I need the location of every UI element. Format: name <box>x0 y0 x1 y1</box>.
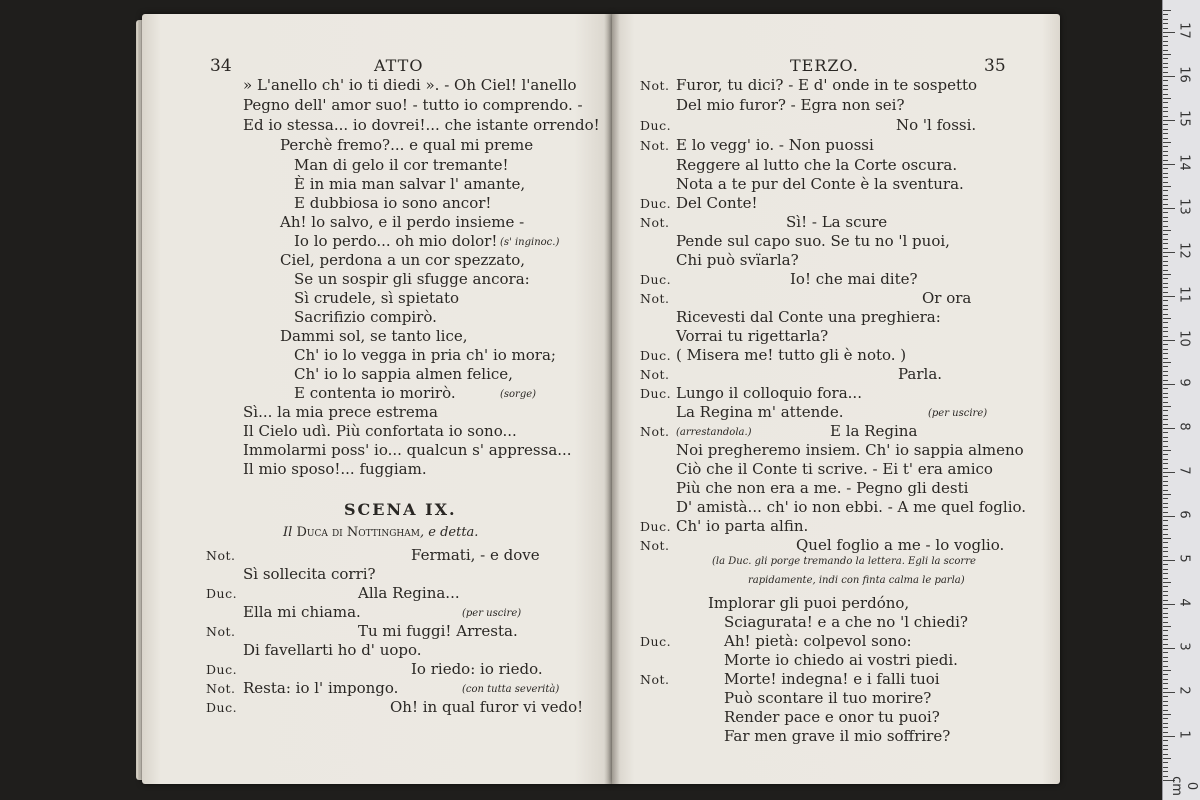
ruler-tick <box>1163 309 1168 310</box>
text-line: Perchè fremo?... e qual mi preme <box>280 136 534 154</box>
ruler-tick <box>1163 723 1168 724</box>
ruler-tick <box>1163 754 1168 755</box>
ruler-tick <box>1163 582 1171 583</box>
text-line: Può scontare il tuo morire? <box>724 689 932 707</box>
text-line: Io! che mai dite? <box>790 270 918 288</box>
ruler-tick <box>1163 14 1168 15</box>
ruler-tick <box>1163 692 1175 693</box>
speaker-label: Not. <box>206 624 236 639</box>
ruler-tick <box>1163 32 1175 33</box>
text-line: Immolarmi poss' io... qualcun s' appressa... <box>243 441 572 459</box>
text-line: Ed io stessa... io dovrei!... che istante orrendo! <box>243 116 600 134</box>
ruler-tick <box>1163 274 1171 275</box>
ruler-tick <box>1163 516 1175 517</box>
speaker-label: Not. <box>640 672 670 687</box>
ruler-tick <box>1163 353 1168 354</box>
speaker-label: Not. <box>640 215 670 230</box>
ruler-tick <box>1163 54 1171 55</box>
ruler-tick <box>1163 94 1168 95</box>
ruler-tick <box>1163 358 1168 359</box>
ruler-tick <box>1163 261 1168 262</box>
ruler-tick <box>1163 648 1175 649</box>
speaker-label: Not. <box>640 78 670 93</box>
ruler-tick <box>1163 441 1168 442</box>
stage-direction: (per uscire) <box>462 608 522 619</box>
text-line: E contenta io morirò. <box>294 384 456 402</box>
ruler-tick <box>1163 248 1168 249</box>
ruler-tick <box>1163 701 1168 702</box>
ruler-tick <box>1163 375 1168 376</box>
ruler-tick <box>1163 98 1171 99</box>
ruler-tick <box>1163 50 1168 51</box>
ruler-tick <box>1163 265 1168 266</box>
ruler-tick <box>1163 683 1168 684</box>
ruler-tick <box>1163 349 1168 350</box>
ruler-tick <box>1163 644 1168 645</box>
scene-subtitle <box>283 526 478 539</box>
text-line: Sciagurata! e a che no 'l chiedi? <box>724 613 968 631</box>
speaker-label: Not. <box>206 681 236 696</box>
ruler-tick <box>1163 256 1168 257</box>
ruler-label: 12 <box>1176 242 1192 259</box>
ruler-tick <box>1163 177 1168 178</box>
speaker-label: Not. <box>640 424 670 439</box>
ruler-tick <box>1163 437 1168 438</box>
ruler-tick <box>1163 287 1168 288</box>
ruler-tick <box>1163 45 1168 46</box>
text-line: Più che non era a me. - Pegno gli desti <box>676 479 969 497</box>
ruler-tick <box>1163 36 1168 37</box>
text-line: Nota a te pur del Conte è la sventura. <box>676 175 964 193</box>
speaker-label: Not. <box>640 138 670 153</box>
ruler-tick <box>1163 28 1168 29</box>
text-line: Ah! lo salvo, e il perdo insieme - <box>280 213 525 231</box>
ruler-tick <box>1163 749 1168 750</box>
stage-direction: (per uscire) <box>928 408 988 419</box>
text-line: Fermati, - e dove <box>411 546 540 564</box>
ruler-tick <box>1163 195 1168 196</box>
ruler-tick <box>1163 732 1168 733</box>
ruler-tick <box>1163 507 1168 508</box>
ruler-tick <box>1163 362 1171 363</box>
text-line: Sì sollecita corri? <box>243 565 376 583</box>
ruler-tick <box>1163 107 1168 108</box>
ruler-tick <box>1163 688 1168 689</box>
ruler-tick <box>1163 626 1171 627</box>
ruler-tick <box>1163 718 1168 719</box>
text-line: Vorrai tu rigettarla? <box>676 327 829 345</box>
text-line: Il mio sposo!... fuggiam. <box>243 460 427 478</box>
ruler-label: 6 <box>1176 510 1192 519</box>
ruler-tick <box>1163 639 1168 640</box>
text-line: Ciel, perdona a un cor spezzato, <box>280 251 526 269</box>
ruler-tick <box>1163 283 1168 284</box>
text-line: La Regina m' attende. <box>676 403 844 421</box>
text-line: Render pace e onor tu puoi? <box>724 708 940 726</box>
ruler-tick <box>1163 481 1168 482</box>
left-page-number: 34 <box>210 56 232 76</box>
ruler-tick <box>1163 164 1175 165</box>
ruler-tick <box>1163 617 1168 618</box>
ruler-tick <box>1163 402 1168 403</box>
ruler-label: 3 <box>1176 642 1192 651</box>
speaker-label: Duc. <box>206 662 238 677</box>
ruler-tick <box>1163 674 1168 675</box>
stage-direction: (sorge) <box>500 389 537 400</box>
ruler-tick <box>1163 666 1168 667</box>
text-line: No 'l fossi. <box>896 116 977 134</box>
ruler-tick <box>1163 520 1168 521</box>
text-line: Reggere al lutto che la Corte oscura. <box>676 156 958 174</box>
ruler-tick <box>1163 406 1171 407</box>
speaker-label: Duc. <box>640 386 672 401</box>
ruler-tick <box>1163 498 1168 499</box>
ruler-tick <box>1163 529 1168 530</box>
ruler-label: 8 <box>1176 422 1192 431</box>
ruler-tick <box>1163 560 1175 561</box>
ruler-tick <box>1163 151 1168 152</box>
ruler-tick <box>1163 512 1168 513</box>
text-line: Se un sospir gli sfugge ancora: <box>294 270 530 288</box>
text-line: Pende sul capo suo. Se tu no 'l puoi, <box>676 232 950 250</box>
text-line: Del mio furor? - Egra non sei? <box>676 96 905 114</box>
ruler-tick <box>1163 578 1168 579</box>
ruler-label: 9 <box>1176 378 1192 387</box>
scene-title: SCENA IX. <box>344 500 457 519</box>
ruler-tick <box>1163 120 1175 121</box>
ruler-tick <box>1163 547 1168 548</box>
ruler-tick <box>1163 635 1168 636</box>
text-line: Far men grave il mio soffrire? <box>724 727 951 745</box>
ruler-label: 7 <box>1176 466 1192 475</box>
ruler-tick <box>1163 102 1168 103</box>
text-line: Chi può svïarla? <box>676 251 799 269</box>
ruler-tick <box>1163 384 1175 385</box>
ruler-tick <box>1163 336 1168 337</box>
ruler-tick <box>1163 503 1168 504</box>
ruler-tick <box>1163 591 1168 592</box>
text-line: Sì... la mia prece estrema <box>243 403 438 421</box>
ruler-tick <box>1163 366 1168 367</box>
ruler-tick <box>1163 173 1168 174</box>
ruler-tick <box>1163 710 1168 711</box>
ruler-tick <box>1163 19 1168 20</box>
text-line: D' amistà... ch' io non ebbi. - A me quel foglio. <box>676 498 1027 516</box>
ruler-tick <box>1163 305 1168 306</box>
text-line: Del Conte! <box>676 194 758 212</box>
ruler-label: 1 <box>1176 730 1192 739</box>
ruler-tick <box>1163 622 1168 623</box>
ruler-tick <box>1163 551 1168 552</box>
ruler-tick <box>1163 727 1168 728</box>
ruler-label: 10 <box>1176 330 1192 347</box>
ruler-tick <box>1163 468 1168 469</box>
speaker-label: Duc. <box>206 700 238 715</box>
ruler-label: 15 <box>1176 110 1192 127</box>
text-line: E la Regina <box>830 422 918 440</box>
speaker-label: Duc. <box>640 519 672 534</box>
ruler-tick <box>1163 393 1168 394</box>
text-line: » L'anello ch' io ti diedi ». - Oh Ciel! l'anello <box>243 76 577 94</box>
text-line: Ciò che il Conte ti scrive. - Ei t' era amico <box>676 460 993 478</box>
text-line: Ch' io lo sappia almen felice, <box>294 365 513 383</box>
ruler-label: 5 <box>1176 554 1192 563</box>
text-line: Io riedo: io riedo. <box>411 660 543 678</box>
ruler-tick <box>1163 314 1168 315</box>
ruler-tick <box>1163 415 1168 416</box>
ruler-tick <box>1163 155 1168 156</box>
ruler-tick <box>1163 494 1171 495</box>
text-line: Ch' io parta alfin. <box>676 517 809 535</box>
ruler-tick <box>1163 388 1168 389</box>
ruler-tick <box>1163 204 1168 205</box>
ruler-tick <box>1163 278 1168 279</box>
speaker-label: Not. <box>640 538 670 553</box>
text-line: Di favellarti ho d' uopo. <box>243 641 422 659</box>
ruler-label: 11 <box>1176 286 1192 303</box>
ruler-tick <box>1163 80 1168 81</box>
ruler-tick <box>1163 252 1175 253</box>
text-line: Furor, tu dici? - E d' onde in te sospetto <box>676 76 978 94</box>
ruler-tick <box>1163 331 1168 332</box>
ruler-tick <box>1163 556 1168 557</box>
ruler-tick <box>1163 679 1168 680</box>
text-line: Or ora <box>922 289 972 307</box>
ruler-tick <box>1163 776 1168 777</box>
ruler-tick <box>1163 89 1168 90</box>
ruler-label: 17 <box>1176 22 1192 39</box>
ruler-tick <box>1163 714 1171 715</box>
text-line: E lo vegg' io. - Non puossi <box>676 136 874 154</box>
text-line: Man di gelo il cor tremante! <box>294 156 509 174</box>
ruler-tick <box>1163 76 1175 77</box>
ruler-tick <box>1163 371 1168 372</box>
ruler-tick <box>1163 670 1171 671</box>
ruler-tick <box>1163 23 1168 24</box>
stage-direction-line-2: rapidamente, indi con finta calma le parla) <box>748 575 965 586</box>
ruler-label: 13 <box>1176 198 1192 215</box>
ruler-tick <box>1163 85 1168 86</box>
ruler-tick <box>1163 600 1168 601</box>
speaker-label: Not. <box>640 367 670 382</box>
scene-subtitle-character: Duca di Nottingham <box>296 525 420 540</box>
ruler-tick <box>1163 564 1168 565</box>
speaker-label: Duc. <box>640 634 672 649</box>
ruler-tick <box>1163 419 1168 420</box>
ruler-tick <box>1163 534 1168 535</box>
ruler-tick <box>1163 300 1168 301</box>
ruler-tick <box>1163 230 1171 231</box>
ruler-tick <box>1163 476 1168 477</box>
ruler-tick <box>1163 340 1175 341</box>
text-line: Resta: io l' impongo. <box>243 679 399 697</box>
ruler-tick <box>1163 410 1168 411</box>
speaker-label: Not. <box>640 291 670 306</box>
text-line: Oh! in qual furor vi vedo! <box>390 698 584 716</box>
stage-direction: (s' inginoc.) <box>500 237 560 248</box>
ruler-tick <box>1163 186 1171 187</box>
ruler-tick <box>1163 705 1168 706</box>
scene-subtitle-suffix: , e detta. <box>419 525 479 540</box>
ruler-tick <box>1163 142 1171 143</box>
text-line: (arrestandola.) <box>676 427 752 438</box>
ruler-tick <box>1163 72 1168 73</box>
ruler-tick <box>1163 146 1168 147</box>
ruler-tick <box>1163 234 1168 235</box>
text-line: Ch' io lo vegga in pria ch' io mora; <box>294 346 556 364</box>
ruler-tick <box>1163 525 1168 526</box>
ruler-tick <box>1163 217 1168 218</box>
ruler-tick <box>1163 630 1168 631</box>
text-line: E dubbiosa io sono ancor! <box>294 194 492 212</box>
book-gutter <box>604 14 620 784</box>
speaker-label: Duc. <box>640 272 672 287</box>
text-line: Ella mi chiama. <box>243 603 361 621</box>
text-line: Ah! pietà: colpevol sono: <box>724 632 912 650</box>
ruler-tick <box>1163 657 1168 658</box>
ruler-tick <box>1163 221 1168 222</box>
ruler-tick <box>1163 111 1168 112</box>
text-line: Implorar gli puoi perdóno, <box>708 594 910 612</box>
speaker-label: Duc. <box>640 196 672 211</box>
ruler-tick <box>1163 454 1168 455</box>
ruler-tick <box>1163 160 1168 161</box>
text-line: Ricevesti dal Conte una preghiera: <box>676 308 941 326</box>
speaker-label: Duc. <box>640 118 672 133</box>
speaker-label: Duc. <box>206 586 238 601</box>
ruler-tick <box>1163 490 1168 491</box>
ruler-tick <box>1163 67 1168 68</box>
ruler-tick <box>1163 485 1168 486</box>
ruler-tick <box>1163 58 1168 59</box>
ruler-tick <box>1163 133 1168 134</box>
ruler-tick <box>1163 270 1168 271</box>
text-line: Sacrifizio compirò. <box>294 308 437 326</box>
ruler-tick <box>1163 212 1168 213</box>
ruler-tick <box>1163 428 1175 429</box>
text-line: Io lo perdo... oh mio dolor! <box>294 232 498 250</box>
scene-subtitle-prefix: Il <box>283 525 293 540</box>
ruler-tick <box>1163 446 1168 447</box>
ruler-tick <box>1163 208 1175 209</box>
text-line: Noi pregheremo insiem. Ch' io sappia almeno <box>676 441 1024 459</box>
speaker-label: Duc. <box>640 348 672 363</box>
ruler-label: 2 <box>1176 686 1192 695</box>
ruler-tick <box>1163 199 1168 200</box>
measuring-ruler <box>1162 0 1200 800</box>
stage-direction-line-1: (la Duc. gli porge tremando la lettera. Egli la scorre <box>712 556 976 567</box>
ruler-tick <box>1163 318 1171 319</box>
ruler-tick <box>1163 397 1168 398</box>
ruler-tick <box>1163 63 1168 64</box>
text-line: Pegno dell' amor suo! - tutto io comprendo. - <box>243 96 583 114</box>
ruler-tick <box>1163 243 1168 244</box>
ruler-tick <box>1163 424 1168 425</box>
ruler-tick <box>1163 168 1168 169</box>
ruler-tick <box>1163 472 1175 473</box>
ruler-tick <box>1163 380 1168 381</box>
ruler-tick <box>1163 736 1175 737</box>
ruler-tick <box>1163 661 1168 662</box>
text-line: Morte io chiedo ai vostri piedi. <box>724 651 958 669</box>
ruler-tick <box>1163 10 1171 11</box>
ruler-label: 14 <box>1176 154 1192 171</box>
ruler-tick <box>1163 190 1168 191</box>
ruler-tick <box>1163 296 1175 297</box>
ruler-tick <box>1163 463 1168 464</box>
text-line: Tu mi fuggi! Arresta. <box>358 622 518 640</box>
ruler-tick <box>1163 116 1168 117</box>
stage-direction: (con tutta severità) <box>462 684 560 695</box>
ruler-tick <box>1163 450 1171 451</box>
ruler-label: 0 cm <box>1169 776 1199 796</box>
ruler-tick <box>1163 129 1168 130</box>
ruler-tick <box>1163 771 1168 772</box>
text-line: Alla Regina... <box>358 584 460 602</box>
right-page-number: 35 <box>984 56 1006 76</box>
ruler-tick <box>1163 41 1168 42</box>
ruler-tick <box>1163 767 1168 768</box>
speaker-label: Not. <box>206 548 236 563</box>
ruler-tick <box>1163 432 1168 433</box>
ruler-tick <box>1163 239 1168 240</box>
text-line: Lungo il colloquio fora... <box>676 384 862 402</box>
text-line: Il Cielo udì. Più confortata io sono... <box>243 422 517 440</box>
ruler-tick <box>1163 595 1168 596</box>
ruler-label: 4 <box>1176 598 1192 607</box>
ruler-tick <box>1163 226 1168 227</box>
ruler-label: 16 <box>1176 66 1192 83</box>
text-line: È in mia man salvar l' amante, <box>294 175 526 193</box>
ruler-tick <box>1163 344 1168 345</box>
ruler-tick <box>1163 740 1168 741</box>
right-running-head: TERZO. <box>790 56 859 75</box>
ruler-tick <box>1163 696 1168 697</box>
text-line: Sì crudele, sì spietato <box>294 289 460 307</box>
text-line: Quel foglio a me - lo voglio. <box>796 536 1005 554</box>
text-line: ( Misera me! tutto gli è noto. ) <box>676 346 907 364</box>
ruler-tick <box>1163 573 1168 574</box>
left-running-head: ATTO <box>374 56 424 75</box>
ruler-tick <box>1163 745 1168 746</box>
ruler-tick <box>1163 322 1168 323</box>
ruler-tick <box>1163 138 1168 139</box>
text-line: Dammi sol, se tanto lice, <box>280 327 468 345</box>
ruler-tick <box>1163 586 1168 587</box>
ruler-tick <box>1163 459 1168 460</box>
text-line: Sì! - La scure <box>786 213 888 231</box>
ruler-tick <box>1163 542 1168 543</box>
ruler-tick <box>1163 538 1171 539</box>
ruler-tick <box>1163 124 1168 125</box>
ruler-tick <box>1163 652 1168 653</box>
ruler-tick <box>1163 758 1171 759</box>
ruler-tick <box>1163 604 1175 605</box>
ruler-tick <box>1163 292 1168 293</box>
ruler-tick <box>1163 613 1168 614</box>
text-line: Morte! indegna! e i falli tuoi <box>724 670 940 688</box>
ruler-tick <box>1163 569 1168 570</box>
ruler-tick <box>1163 327 1168 328</box>
ruler-tick <box>1163 608 1168 609</box>
ruler-tick <box>1163 182 1168 183</box>
text-line: Parla. <box>898 365 943 383</box>
ruler-tick <box>1163 762 1168 763</box>
